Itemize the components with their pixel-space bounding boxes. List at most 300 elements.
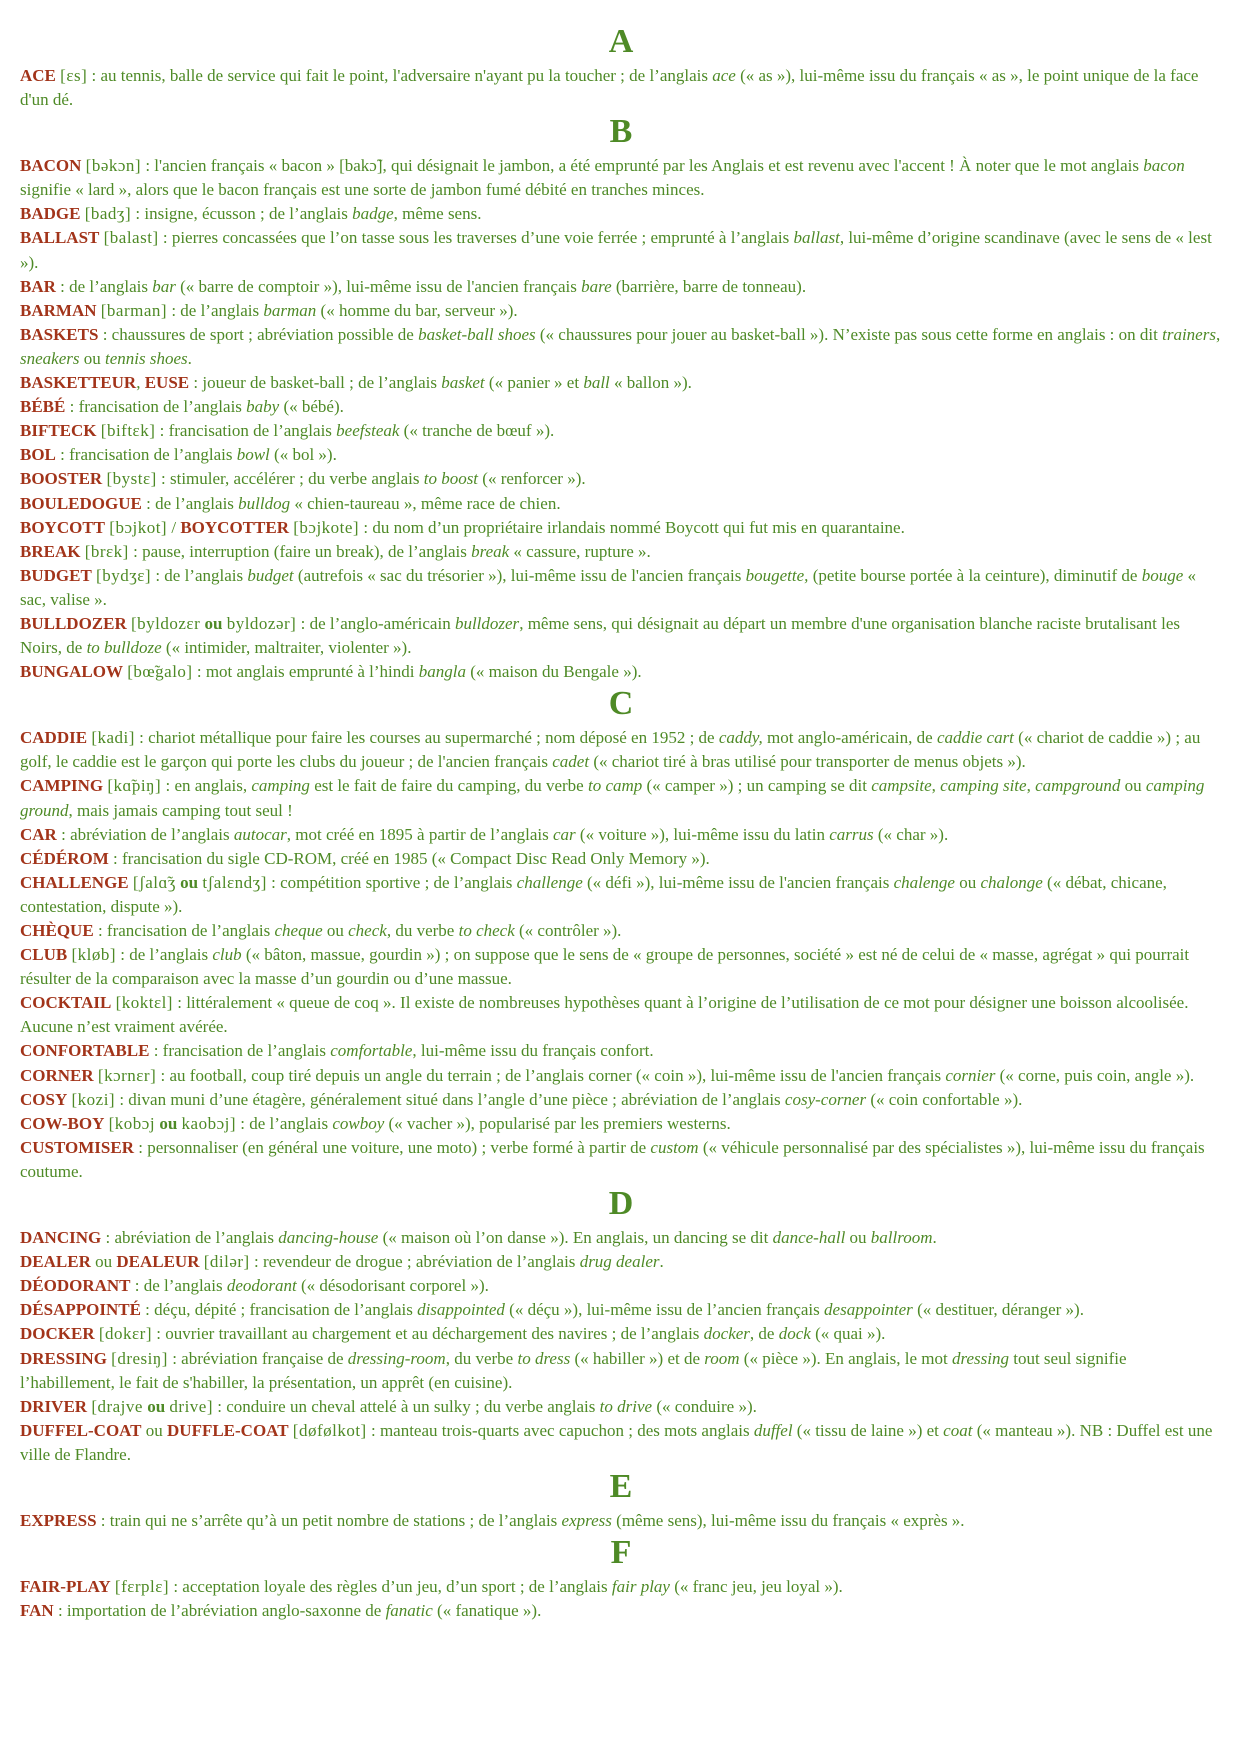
text: : au tennis, balle de service qui fait le point, l'adversaire n'ayant pu la toucher ; de l’anglais [87, 66, 713, 85]
italic-term: ball [583, 373, 610, 393]
dictionary-entry [20, 1575, 1222, 1599]
text: , [1026, 776, 1036, 796]
text: (« intimider, maltraiter, violenter »). [161, 638, 412, 658]
italic-term: campsite [871, 776, 932, 796]
text: (« chariot de caddie ») ; au golf, le caddie est le garçon qui porte les clubs du joueur ; de l'ancien français [20, 728, 1201, 772]
text: signifie « lard », alors que le bacon français est une sorte de jambon fumé débité en tranches minces. [20, 180, 705, 200]
dictionary-entry [20, 1347, 1222, 1395]
dictionary-entry [20, 299, 1222, 323]
text: (« tissu de laine ») et [792, 1420, 944, 1440]
phonetic: [bœ̃galo] [127, 662, 193, 682]
phonetic: [dokɛr] [98, 1324, 152, 1344]
text: « sac, valise ». [20, 565, 1196, 609]
text: : chaussures de sport ; abréviation possible de [98, 324, 419, 344]
italic-term: fanatic [385, 1601, 433, 1621]
dictionary-entry [20, 991, 1222, 1039]
italic-term: check [348, 921, 387, 940]
headword: DEALER [20, 1252, 91, 1272]
text: tout seul signifie l’habillement, le fait de s'habiller, la présentation, un apprêt (en cuisine). [20, 1348, 1127, 1392]
text: : de l’anglais [55, 276, 153, 296]
italic-term: basket-ball shoes [418, 324, 536, 344]
dictionary-entry [20, 275, 1222, 299]
headword: BOULEDOGUE [20, 493, 142, 513]
text: : joueur de basket-ball ; de l’anglais [189, 373, 442, 393]
dictionary-entry [20, 774, 1222, 822]
phonetic: [brɛk] [84, 541, 129, 561]
italic-term: autocar [233, 824, 287, 844]
dictionary-entry [20, 871, 1222, 919]
headword: BASKETS [20, 324, 99, 344]
text: (« débat, chicane, contestation, dispute »). [20, 872, 1167, 916]
phonetic: [byldozɛr [131, 613, 201, 633]
text: : acceptation loyale des règles d’un jeu, d’un sport ; de l’anglais [169, 1577, 612, 1597]
text: : de l’anglais [141, 493, 239, 513]
phonetic: [kozi] [71, 1089, 116, 1109]
text: (« manteau »). NB : Duffel est une ville de Flandre. [20, 1420, 1213, 1464]
section-letter: F [610, 1534, 632, 1572]
headword: BAR [20, 276, 56, 296]
text: (« barre de comptoir »), lui-même issu de l'ancien français [175, 276, 582, 296]
dictionary-entry [20, 726, 1222, 774]
text: (« as »), lui-même issu du français « as », le point unique de la face d'un dé. [20, 66, 1199, 110]
text: : l'ancien français « bacon » [bakɔ̃], qui désignait le jambon, a été emprunté par les Anglais et est revenu avec l'accent ! À noter que le mot anglais [141, 156, 1144, 176]
text: , [931, 776, 941, 796]
text: (« panier » et [484, 373, 584, 393]
text: : francisation de l’anglais [55, 445, 237, 465]
phonetic: drive] [169, 1396, 214, 1416]
headword: DUFFLE-COAT [167, 1420, 289, 1440]
phonetic: [bəkɔn] [85, 156, 142, 176]
dictionary-entry [20, 226, 1222, 274]
text: , [136, 373, 145, 393]
phonetic: [kɑ̃piŋ] [107, 776, 162, 796]
text: : chariot métallique pour faire les courses au supermarché ; nom déposé en 1952 ; de [134, 728, 719, 748]
italic-term: caddy, [718, 728, 763, 748]
dictionary-entry [20, 202, 1222, 226]
text: (« bébé). [279, 397, 344, 417]
headword: CAMPING [20, 776, 104, 796]
headword: CORNER [20, 1065, 94, 1085]
phonetic: byldozər] [226, 613, 297, 633]
italic-term: camping [251, 776, 310, 796]
text: ou [954, 872, 981, 892]
italic-term: custom [650, 1137, 699, 1157]
text: , même sens, qui désignait au départ un membre d'une organisation blanche raciste brutalisant les Noirs, de [20, 613, 1181, 658]
text: : importation de l’abréviation anglo-saxonne de [53, 1601, 386, 1621]
phonetic: [barman] [100, 300, 168, 320]
headword: DOCKER [20, 1324, 95, 1344]
dictionary-entry [20, 1322, 1222, 1346]
text: . [187, 348, 192, 368]
phonetic: [bɔjkote] [293, 517, 360, 537]
dictionary-entry [20, 1088, 1222, 1112]
italic-term: barman [263, 300, 317, 320]
dictionary-entry [20, 516, 1222, 540]
text: : francisation de l’anglais [65, 397, 247, 417]
text: : insigne, écusson ; de l’anglais [131, 204, 353, 224]
phonetic: [bɔjkot] [109, 517, 168, 537]
headword: DEALEUR [116, 1252, 200, 1272]
italic-term: carrus [829, 824, 874, 844]
text: (« vacher »), popularisé par les premiers westerns. [384, 1113, 731, 1133]
text: (« fanatique »). [432, 1601, 542, 1621]
headword: BASKETTEUR [20, 373, 137, 393]
phonetic: [kobɔj [108, 1113, 156, 1133]
dictionary-entry [20, 919, 1222, 943]
italic-term: campground [1035, 776, 1121, 796]
italic-term: cornier [945, 1065, 996, 1085]
text: : abréviation de l’anglais [101, 1228, 279, 1248]
headword: CAR [20, 824, 57, 844]
italic-term: chalenge [893, 872, 955, 892]
text: : personnaliser (en général une voiture, une moto) ; verbe formé à partir de [134, 1137, 651, 1157]
italic-term: car [553, 824, 576, 844]
phonetic: kaobɔj] [181, 1113, 237, 1133]
bold-connector: ou [159, 1113, 178, 1133]
italic-term: to check [458, 921, 515, 940]
italic-term: ballast [793, 228, 840, 248]
italic-term: to bulldoze [86, 638, 162, 658]
dictionary-entry [20, 1599, 1222, 1623]
italic-term: ballroom [870, 1228, 933, 1248]
text: (« homme du bar, serveur »). [316, 300, 518, 320]
text: : de l’anglais [236, 1113, 333, 1133]
phonetic: [dresiŋ] [111, 1348, 168, 1368]
phonetic: [koktɛl] [115, 993, 173, 1013]
italic-term: to camp [587, 776, 643, 796]
headword: DÉSAPPOINTÉ [20, 1300, 141, 1320]
text: (« voiture »), lui-même issu du latin [575, 824, 830, 844]
section-letter: C [608, 685, 634, 723]
italic-term: club [212, 945, 242, 965]
italic-term: sneakers [20, 348, 80, 368]
phonetic: [kɔrnɛr] [97, 1065, 157, 1085]
italic-term: dressing [951, 1348, 1009, 1368]
text: : littéralement « queue de coq ». Il existe de nombreuses hypothèses quant à l’origine de l’utilisation de ce mot pour désigner une boisson alcoolisée. Aucune n’est vraiment avérée. [20, 993, 1189, 1037]
headword: CÉDÉROM [20, 848, 109, 868]
italic-term: basket [441, 373, 485, 393]
headword: ACE [20, 66, 56, 85]
text: (« coin confortable »). [866, 1089, 1023, 1109]
text: : francisation de l’anglais [93, 921, 275, 940]
dictionary-entry [20, 1226, 1222, 1250]
italic-term: comfortable [330, 1041, 413, 1061]
text: / [167, 517, 181, 537]
italic-term: trainers [1162, 324, 1216, 344]
dictionary-entry [20, 540, 1222, 564]
phonetic: tʃalɛndʒ] [202, 872, 267, 892]
phonetic: [bystɛ] [106, 469, 157, 489]
italic-term: bouge [1141, 565, 1184, 585]
headword: CHALLENGE [20, 872, 129, 892]
text: : ouvrier travaillant au chargement et au déchargement des navires ; de l’anglais [152, 1324, 704, 1344]
text: « ballon »). [609, 373, 692, 393]
headword: DANCING [20, 1228, 102, 1248]
italic-term: bare [581, 276, 612, 296]
phonetic: [ɛs] [60, 66, 88, 85]
dictionary-entry [20, 1509, 1222, 1533]
italic-term: drug dealer [579, 1252, 660, 1272]
italic-term: cosy-corner [784, 1089, 867, 1109]
headword: FAN [20, 1601, 54, 1621]
headword: EXPRESS [20, 1510, 97, 1530]
text: : de l’anglais [116, 945, 213, 965]
text: (« franc jeu, jeu loyal »). [669, 1577, 843, 1597]
italic-term: bowl [236, 445, 270, 465]
dictionary-entry [20, 1112, 1222, 1136]
headword: FAIR-PLAY [20, 1577, 111, 1597]
text: , lui-même d’origine scandinave (avec le sens de « lest »). [20, 228, 1212, 272]
dictionary-entry [20, 1274, 1222, 1298]
text: : de l’anglais [130, 1276, 227, 1296]
italic-term: fair play [611, 1577, 670, 1597]
dictionary-entry [20, 1395, 1222, 1419]
headword: COSY [20, 1089, 68, 1109]
italic-term: camping ground [20, 776, 1205, 820]
italic-term: to boost [423, 469, 479, 489]
italic-term: caddie cart [936, 728, 1014, 748]
text: ou [1120, 776, 1146, 796]
headword: BADGE [20, 204, 81, 224]
text: (« maison du Bengale »). [465, 662, 642, 682]
dictionary-entry [20, 943, 1222, 991]
text: : francisation du sigle CD-ROM, créé en 1985 (« Compact Disc Read Only Memory »). [108, 848, 710, 868]
dictionary-entry [20, 612, 1222, 660]
text: . [932, 1228, 937, 1248]
italic-term: bacon [1143, 156, 1185, 176]
text: (« maison où l’on danse »). En anglais, un dancing se dit [378, 1228, 773, 1248]
italic-term: deodorant [226, 1276, 297, 1296]
dictionary-entry [20, 564, 1222, 612]
italic-term: duffel [753, 1420, 793, 1440]
headword: BUNGALOW [20, 662, 123, 682]
text: : compétition sportive ; de l’anglais [266, 872, 517, 892]
headword: CHÈQUE [20, 921, 94, 940]
dictionary-entry [20, 1039, 1222, 1063]
text: : conduire un cheval attelé à un sulky ; du verbe anglais [213, 1396, 600, 1416]
text: (« contrôler »). [514, 921, 622, 940]
headword: BÉBÉ [20, 397, 66, 417]
text: ou [141, 1420, 168, 1440]
headword: DÉODORANT [20, 1276, 131, 1296]
headword: DUFFEL-COAT [20, 1420, 142, 1440]
text: : revendeur de drogue ; abréviation de l’anglais [249, 1252, 580, 1272]
phonetic: [kadi] [91, 728, 135, 748]
italic-term: bulldozer [454, 613, 520, 633]
text: , lui-même issu du français confort. [412, 1041, 654, 1061]
italic-term: to drive [599, 1396, 653, 1416]
phonetic: [ʃalɑ̃ʒ [132, 872, 176, 892]
italic-term: cowboy [332, 1113, 385, 1133]
glossary-page [20, 22, 1222, 1623]
bold-connector: ou [147, 1396, 166, 1416]
headword: DRESSING [20, 1348, 107, 1368]
text: (barrière, barre de tonneau). [611, 276, 807, 296]
italic-term: cadet [552, 752, 590, 772]
italic-term: bar [152, 276, 176, 296]
text: , mais jamais camping tout seul ! [68, 800, 293, 820]
text: : au football, coup tiré depuis un angle du terrain ; de l’anglais corner (« coin »), lui-même issu de l'ancien français [156, 1065, 946, 1085]
text: (« char »). [873, 824, 949, 844]
dictionary-entry [20, 1298, 1222, 1322]
headword: BIFTECK [20, 421, 97, 441]
text: est le fait de faire du camping, du verbe [309, 776, 588, 796]
bold-connector: ou [204, 613, 223, 633]
text: : francisation de l’anglais [149, 1041, 331, 1061]
italic-term: desappointer [824, 1300, 913, 1320]
phonetic: [bydʒɛ] [96, 565, 152, 585]
text: (« tranche de bœuf »). [399, 421, 555, 441]
italic-term: break [471, 541, 510, 561]
text: , du verbe [386, 921, 459, 940]
text: mot anglo-américain, de [762, 728, 937, 748]
dictionary-entry [20, 64, 1222, 112]
italic-term: bougette, [745, 565, 809, 585]
italic-term: express [561, 1510, 612, 1530]
text: ou [845, 1228, 871, 1248]
phonetic: [badʒ] [84, 204, 132, 224]
text: : francisation de l’anglais [155, 421, 337, 441]
dictionary-entry [20, 1136, 1222, 1184]
headword: BOOSTER [20, 469, 103, 489]
dictionary-entry [20, 154, 1222, 202]
dictionary-entry [20, 1250, 1222, 1274]
text: (« destituer, déranger »). [912, 1300, 1084, 1320]
text: (« véhicule personnalisé par des spécialistes »), lui-même issu du français coutume. [20, 1137, 1205, 1181]
text: : stimuler, accélérer ; du verbe anglais [156, 469, 424, 489]
phonetic: [balast] [103, 228, 159, 248]
headword: BUDGET [20, 565, 92, 585]
text: : abréviation française de [167, 1348, 348, 1368]
headword: CUSTOMISER [20, 1137, 134, 1157]
text: (« renforcer »). [478, 469, 586, 489]
dictionary-entry [20, 443, 1222, 467]
phonetic: [fɛrplɛ] [114, 1577, 170, 1597]
text: : train qui ne s’arrête qu’à un petit nombre de stations ; de l’anglais [96, 1510, 562, 1530]
italic-term: badge [352, 204, 394, 224]
text: : déçu, dépité ; francisation de l’anglais [140, 1300, 418, 1320]
section-letter: E [609, 1467, 633, 1505]
text: (petite bourse portée à la ceinture), diminutif de [808, 565, 1142, 585]
dictionary-entry [20, 419, 1222, 443]
dictionary-entry [20, 823, 1222, 847]
italic-term: ace [712, 66, 736, 85]
text: : de l’anglais [151, 565, 248, 585]
text: « chien-taureau », même race de chien. [290, 493, 561, 513]
text: (autrefois « sac du trésorier »), lui-même issu de l'ancien français [293, 565, 746, 585]
headword: BULLDOZER [20, 613, 127, 633]
headword: COW-BOY [20, 1113, 105, 1133]
text: : pierres concassées que l’on tasse sous les traverses d’une voie ferrée ; emprunté à l’anglais [158, 228, 794, 248]
text: « cassure, rupture ». [509, 541, 651, 561]
italic-term: dressing-room [347, 1348, 446, 1368]
text: : pause, interruption (faire un break), de l’anglais [128, 541, 472, 561]
text: : en anglais, [161, 776, 252, 796]
italic-term: dance-hall [772, 1228, 846, 1248]
italic-term: docker [703, 1324, 750, 1344]
text: , [1215, 324, 1221, 344]
italic-term: baby [246, 397, 280, 417]
headword: CLUB [20, 945, 68, 965]
bold-connector: ou [180, 872, 199, 892]
headword: CONFORTABLE [20, 1041, 150, 1061]
section-letter: B [609, 113, 633, 151]
text: : de l’anglo-américain [296, 613, 455, 633]
italic-term: coat [943, 1420, 973, 1440]
italic-term: challenge [516, 872, 583, 892]
text: , du verbe [445, 1348, 518, 1368]
phonetic: [dilər] [203, 1252, 250, 1272]
text: ou [90, 1252, 117, 1272]
text: , de [749, 1324, 779, 1344]
text: ou [322, 921, 349, 940]
phonetic: [kløb] [71, 945, 117, 965]
section-letter: A [608, 23, 634, 60]
headword: EUSE [144, 373, 190, 393]
headword: BARMAN [20, 300, 97, 320]
headword: BALLAST [20, 228, 100, 248]
text: (« quai »). [810, 1324, 886, 1344]
dictionary-entry [20, 660, 1222, 684]
text: (« chariot tiré à bras utilisé pour transporter de menus objets »). [589, 752, 1026, 772]
dictionary-entry [20, 492, 1222, 516]
italic-term: room [704, 1348, 740, 1368]
italic-term: budget [247, 565, 294, 585]
italic-term: tennis shoes [104, 348, 188, 368]
dictionary-entry [20, 323, 1222, 371]
text: (« désodorisant corporel »). [296, 1276, 489, 1296]
text: : abréviation de l’anglais [56, 824, 234, 844]
italic-term: to dress [517, 1348, 571, 1368]
dictionary-entry [20, 847, 1222, 871]
headword: BOYCOTT [20, 517, 106, 537]
text: : manteau trois-quarts avec capuchon ; des mots anglais [366, 1420, 754, 1440]
dictionary-entry [20, 371, 1222, 395]
dictionary-entry [20, 467, 1222, 491]
headword: COCKTAIL [20, 993, 112, 1013]
headword: BOL [20, 445, 56, 465]
italic-term: beefsteak [336, 421, 400, 441]
text: : divan muni d’une étagère, généralement situé dans l’angle d’une pièce ; abréviation de l’anglais [115, 1089, 785, 1109]
text: (« corne, puis coin, angle »). [995, 1065, 1195, 1085]
italic-term: chalonge [980, 872, 1043, 892]
italic-term: dock [778, 1324, 811, 1344]
italic-term: bulldog [238, 493, 291, 513]
text: (« habiller ») et de [570, 1348, 705, 1368]
headword: CADDIE [20, 728, 88, 748]
headword: BREAK [20, 541, 81, 561]
text: (« pièce »). En anglais, le mot [739, 1348, 952, 1368]
dictionary-entry [20, 1419, 1222, 1467]
italic-term: bangla [418, 662, 466, 682]
section-letter: D [608, 1185, 634, 1223]
text: (même sens), lui-même issu du français « exprès ». [611, 1510, 965, 1530]
phonetic: [biftɛk] [100, 421, 156, 441]
text: , même sens. [393, 204, 482, 224]
italic-term: camping site [940, 776, 1027, 796]
text: , mot créé en 1895 à partir de l’anglais [286, 824, 553, 844]
headword: BACON [20, 156, 82, 176]
text: . [659, 1252, 664, 1272]
text: : du nom d’un propriétaire irlandais nommé Boycott qui fut mis en quarantaine. [359, 517, 905, 537]
dictionary-entry [20, 395, 1222, 419]
headword: BOYCOTTER [180, 517, 289, 537]
dictionary-entry [20, 1064, 1222, 1088]
italic-term: cheque [274, 921, 323, 940]
text: (« bâton, massue, gourdin ») ; on suppose que le sens de « groupe de personnes, société » est né de celui de « masse, agrégat » qui pourrait résulter de la comparaison avec la masse d’un gourdin ou d’une massue. [20, 945, 1190, 989]
text: : de l’anglais [167, 300, 264, 320]
text: ou [79, 348, 105, 368]
